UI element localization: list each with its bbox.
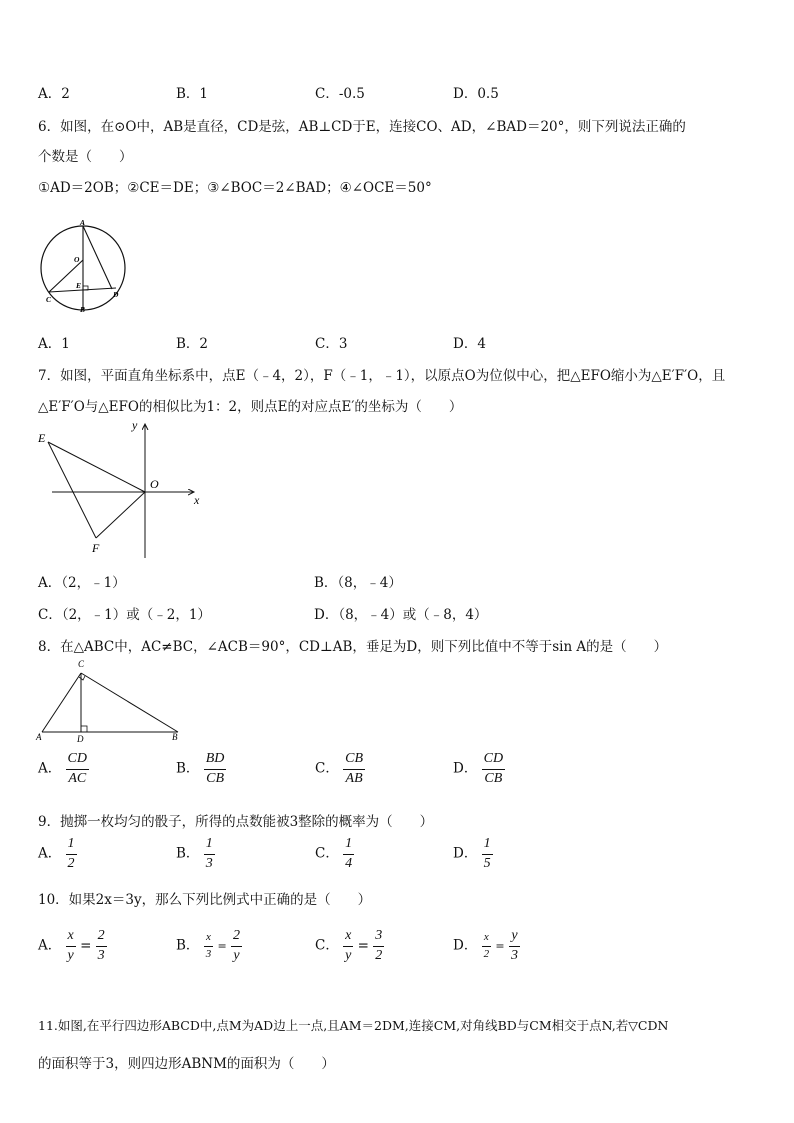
- q9-option-c-letter: C．: [315, 845, 339, 862]
- q8-option-b[interactable]: [176, 752, 226, 786]
- q8-option-d-fraction: $\frac{CD}{CB}$: [483, 751, 504, 786]
- q8-option-c[interactable]: [315, 752, 365, 786]
- q7-option-a[interactable]: A．（2，﹣1）: [38, 575, 126, 591]
- q5-option-c[interactable]: C．-0.5: [315, 86, 365, 102]
- q9-option-b-fraction: $\frac{1}{3}$: [205, 836, 213, 871]
- q7-label-f: F: [92, 541, 100, 555]
- q7-option-d[interactable]: D．（8，﹣4）或（﹣8，4）: [314, 607, 488, 623]
- q6-statements: ①AD＝2OB；②CE＝DE；③∠BOC＝2∠BAD；④∠OCE＝50°: [38, 180, 432, 196]
- q8-option-d[interactable]: [453, 752, 505, 786]
- q9-option-d-letter: D．: [453, 845, 478, 862]
- q6-label-d: D: [113, 290, 119, 299]
- q10-option-b-left: $\frac{x}{3}$: [205, 931, 212, 960]
- q8-label-d: D: [77, 734, 84, 743]
- q10-option-d-left: $\frac{x}{2}$: [483, 931, 490, 960]
- q6-option-b[interactable]: B．2: [176, 336, 209, 352]
- q6-label-a: A: [80, 218, 86, 227]
- q8-option-d-letter: D．: [453, 760, 478, 777]
- q6-option-c[interactable]: C．3: [315, 336, 348, 352]
- q10-option-b-right: $\frac{2}{y}$: [233, 928, 241, 963]
- q6-label-c: C: [46, 295, 52, 304]
- q8-option-c-fraction: $\frac{CB}{AB}$: [345, 751, 364, 786]
- q9-option-b-letter: B．: [176, 845, 200, 862]
- q10-option-a-left: $\frac{x}{y}$: [67, 928, 74, 963]
- q7-stem-line1: 7．如图，平面直角坐标系中，点E（﹣4，2），F（﹣1，﹣1），以原点O为位似中心，把△EFO缩小为△E′F′O，且: [38, 368, 726, 384]
- q11-stem-line2: 的面积等于3，则四边形ABNM的面积为（ ）: [38, 1056, 335, 1072]
- q9-option-a[interactable]: [38, 837, 77, 871]
- q10-option-c-right: $\frac{3}{2}$: [375, 928, 383, 963]
- q8-option-a-fraction: $\frac{CD}{AC}$: [67, 751, 87, 786]
- q8-triangle-figure: [34, 655, 186, 743]
- q10-option-a-right: $\frac{2}{3}$: [97, 928, 105, 963]
- q8-label-a: A: [36, 732, 42, 742]
- q7-label-o: O: [150, 477, 159, 491]
- q7-coordinate-figure: [34, 418, 214, 564]
- q9-option-d-fraction: $\frac{1}{5}$: [483, 836, 491, 871]
- q6-circle-figure: [36, 218, 132, 316]
- q7-stem-line2: △E′F′O与△EFO的相似比为1：2，则点E的对应点E′的坐标为（ ）: [38, 399, 463, 415]
- q11-stem-line1: 11.如图,在平行四边形ABCD中,点M为AD边上一点,且AM＝2DM,连接CM,对角线BD与CM相交于点N,若▽CDN: [38, 1018, 669, 1033]
- q7-label-e: E: [38, 431, 46, 445]
- q6-label-o: O: [74, 255, 80, 264]
- q7-label-x: x: [194, 493, 200, 507]
- q7-option-b[interactable]: B．（8，﹣4）: [314, 575, 402, 591]
- q8-label-b: B: [172, 732, 178, 742]
- q5-option-b[interactable]: B．1: [176, 86, 209, 102]
- q10-option-b[interactable]: B． $\frac{x}{3}$ = $\frac{2}{y}$: [176, 928, 241, 963]
- q10-option-c-left: $\frac{x}{y}$: [345, 928, 352, 963]
- q10-option-d[interactable]: D． $\frac{x}{2}$ = $\frac{y}{3}$: [453, 928, 518, 963]
- q9-option-c[interactable]: [315, 837, 354, 871]
- q7-label-y: y: [132, 418, 138, 432]
- q9-stem: 9．抛掷一枚均匀的骰子，所得的点数能被3整除的概率为（ ）: [38, 814, 434, 830]
- q5-option-a[interactable]: A．2: [38, 86, 70, 102]
- q6-label-b: B: [80, 305, 86, 314]
- q6-option-d[interactable]: D．4: [453, 336, 486, 352]
- q10-option-d-right: $\frac{y}{3}$: [510, 928, 518, 963]
- q8-option-a[interactable]: [38, 752, 89, 786]
- q10-stem: 10．如果2x＝3y，那么下列比例式中正确的是（ ）: [38, 892, 372, 908]
- q9-option-c-fraction: $\frac{1}{4}$: [345, 836, 353, 871]
- q9-option-b[interactable]: [176, 837, 215, 871]
- q8-option-b-letter: B．: [176, 760, 200, 777]
- q8-label-c: C: [78, 659, 85, 669]
- q10-option-a[interactable]: A． $\frac{x}{y}$ = $\frac{2}{3}$: [38, 928, 105, 963]
- q8-option-a-letter: A．: [38, 760, 62, 777]
- q5-option-d[interactable]: D．0.5: [453, 86, 499, 102]
- q10-option-b-letter: B．: [176, 937, 200, 954]
- q8-option-b-fraction: $\frac{BD}{CB}$: [205, 751, 225, 786]
- q6-option-a[interactable]: A．1: [38, 336, 70, 352]
- q10-option-d-letter: D．: [453, 937, 478, 954]
- q6-stem-line1: 6．如图，在⊙O中，AB是直径，CD是弦，AB⊥CD于E，连接CO、AD，∠BAD＝20°，则下列说法正确的: [38, 119, 686, 135]
- q6-stem-line2: 个数是（ ）: [38, 149, 133, 165]
- q9-option-a-letter: A．: [38, 845, 62, 862]
- q9-option-d[interactable]: [453, 837, 493, 871]
- q10-option-c-letter: C．: [315, 937, 339, 954]
- q8-option-c-letter: C．: [315, 760, 339, 777]
- q7-option-c[interactable]: C．（2，﹣1）或（﹣2，1）: [38, 607, 211, 623]
- q10-option-c[interactable]: C． $\frac{x}{y}$ = $\frac{3}{2}$: [315, 928, 383, 963]
- q6-label-e: E: [76, 281, 82, 290]
- q9-option-a-fraction: $\frac{1}{2}$: [67, 836, 75, 871]
- q10-option-a-letter: A．: [38, 937, 62, 954]
- q8-stem: 8．在△ABC中，AC≠BC，∠ACB＝90°，CD⊥AB，垂足为D，则下列比值中不等于sin A的是（ ）: [38, 639, 668, 655]
